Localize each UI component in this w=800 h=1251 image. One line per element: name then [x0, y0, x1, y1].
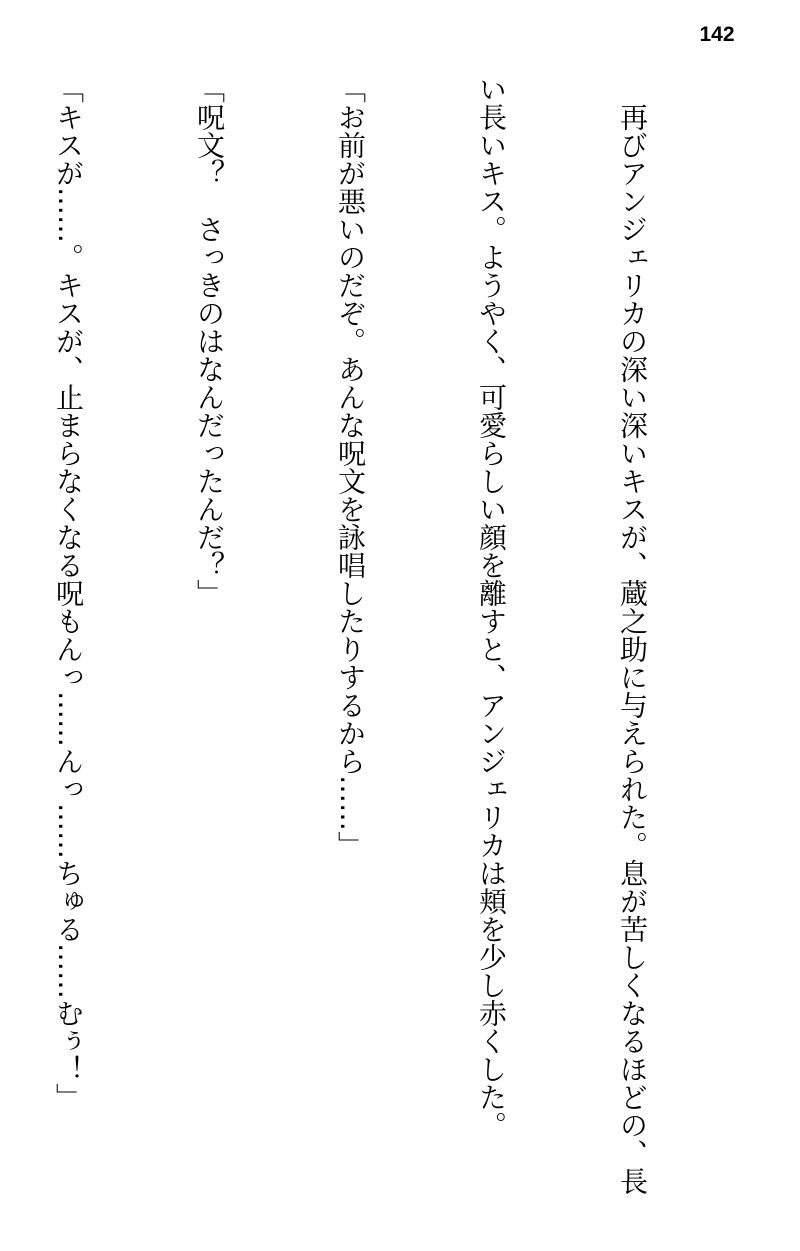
novel-text-body	[0, 75, 750, 1195]
text-line: 「呪文？ さっきのはなんだったんだ？」	[193, 75, 226, 607]
text-line: 「キスが……。キスが、止まらなくなる呪もんっ……んっ……ちゅる……むぅ！」	[52, 75, 85, 1111]
text-line: 「お前が悪いのだぞ。あんな呪文を詠唱したりするから……」	[334, 75, 367, 859]
text-line: 再びアンジェリカの深い深いキスが、蔵之助に与えられた。息が苦しくなるほどの、長	[616, 75, 649, 1195]
page-number: 142	[699, 23, 735, 46]
text-line: い長いキス。ようやく、可愛らしい顔を離すと、アンジェリカは頬を少し赤くした。	[475, 75, 508, 1139]
